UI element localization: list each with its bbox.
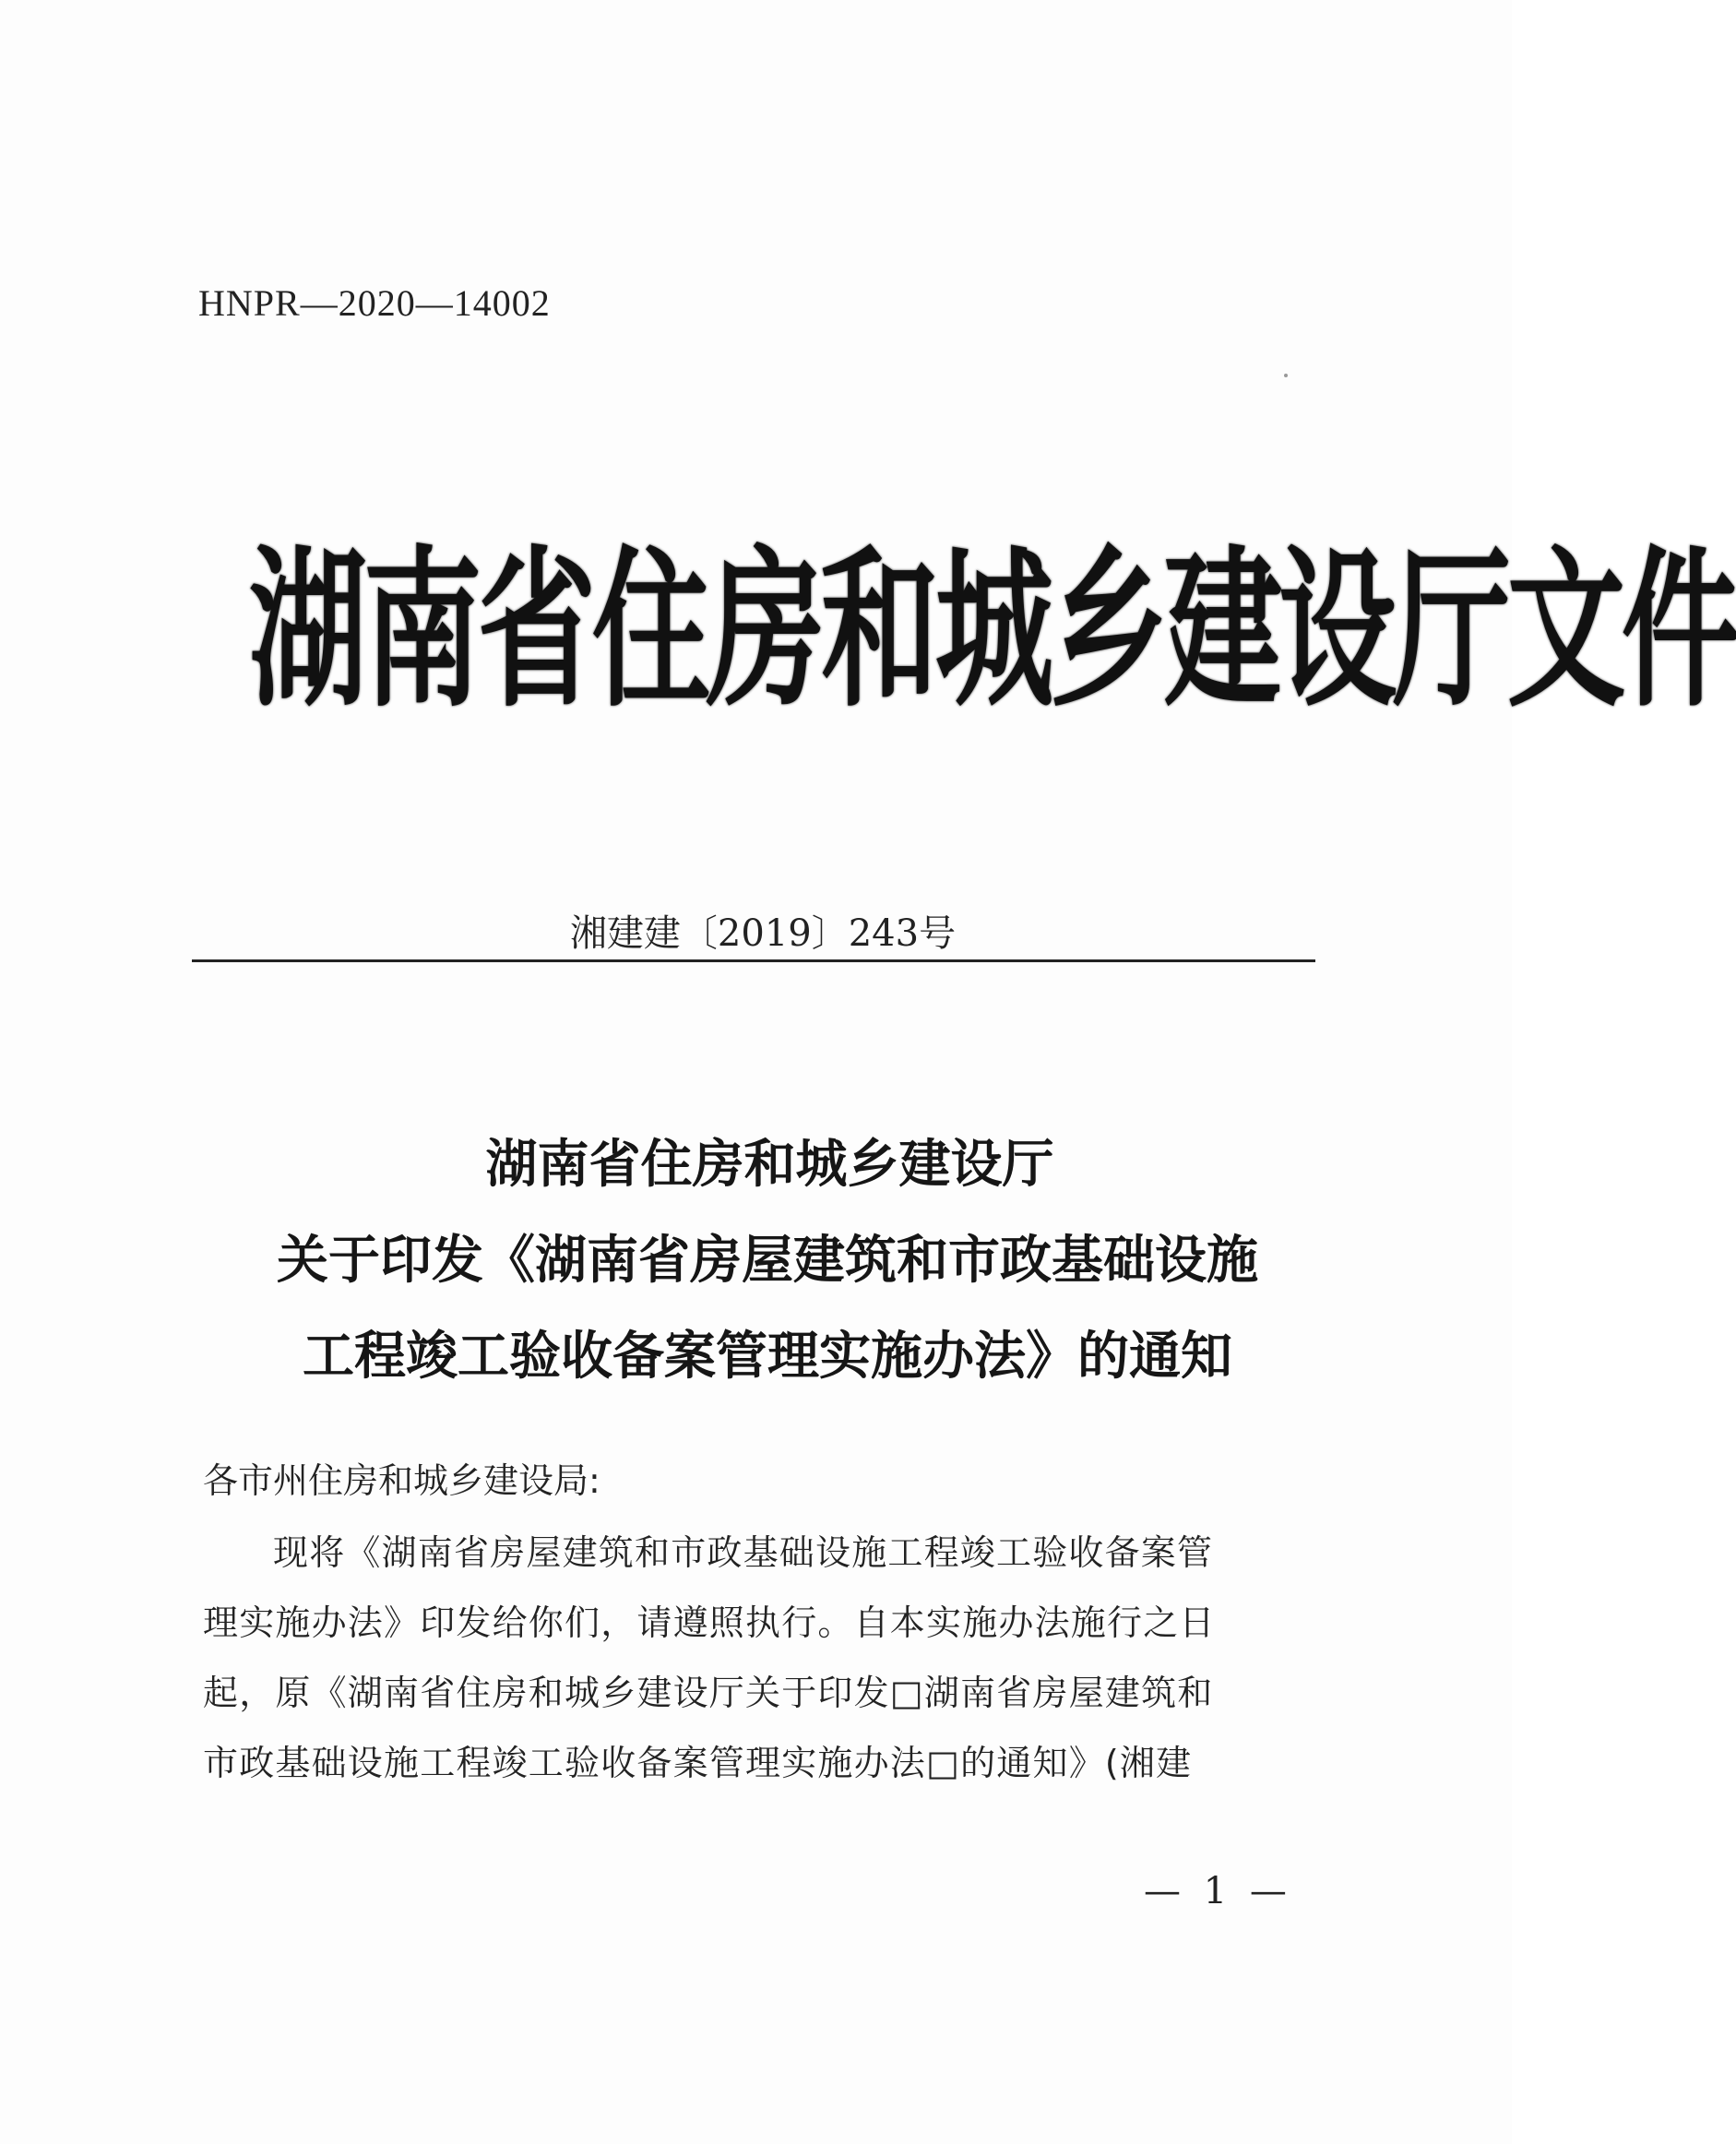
scan-speck: [1284, 374, 1288, 377]
title-line: 湖南省住房和城乡建设厅: [485, 1134, 1054, 1195]
body-line: 现将《湖南省房屋建筑和市政基础设施工程竣工验收备案管: [273, 1532, 1214, 1573]
title-line: 工程竣工验收备案管理实施办法》的通知: [303, 1326, 1232, 1387]
issue-number: [0, 904, 1512, 957]
body-line: 理实施办法》印发给你们，请遵照执行。自本实施办法施行之日: [203, 1602, 1216, 1643]
masthead-title: 湖南省住房和城乡建设厅文件: [249, 531, 1736, 732]
page-number: — 1 —: [1144, 1870, 1292, 1912]
issue-number-text: 湘建建〔2019〕243号: [569, 912, 957, 955]
body-paragraph: [203, 1518, 1324, 1798]
body-line: 市政基础设施工程竣工验收备案管理实施办法□的通知》(湘建: [203, 1743, 1193, 1783]
body-line: 起，原《湖南省住房和城乡建设厅关于印发□湖南省房屋建筑和: [203, 1673, 1214, 1713]
notice-title: [0, 1116, 1512, 1404]
title-line: 关于印发《湖南省房屋建筑和市政基础设施: [277, 1230, 1258, 1291]
document-code: HNPR—2020—14002: [198, 282, 551, 324]
notice-body: [203, 1453, 1324, 1798]
salutation: 各市州住房和城乡建设局:: [203, 1460, 600, 1501]
header-divider: [192, 959, 1315, 962]
